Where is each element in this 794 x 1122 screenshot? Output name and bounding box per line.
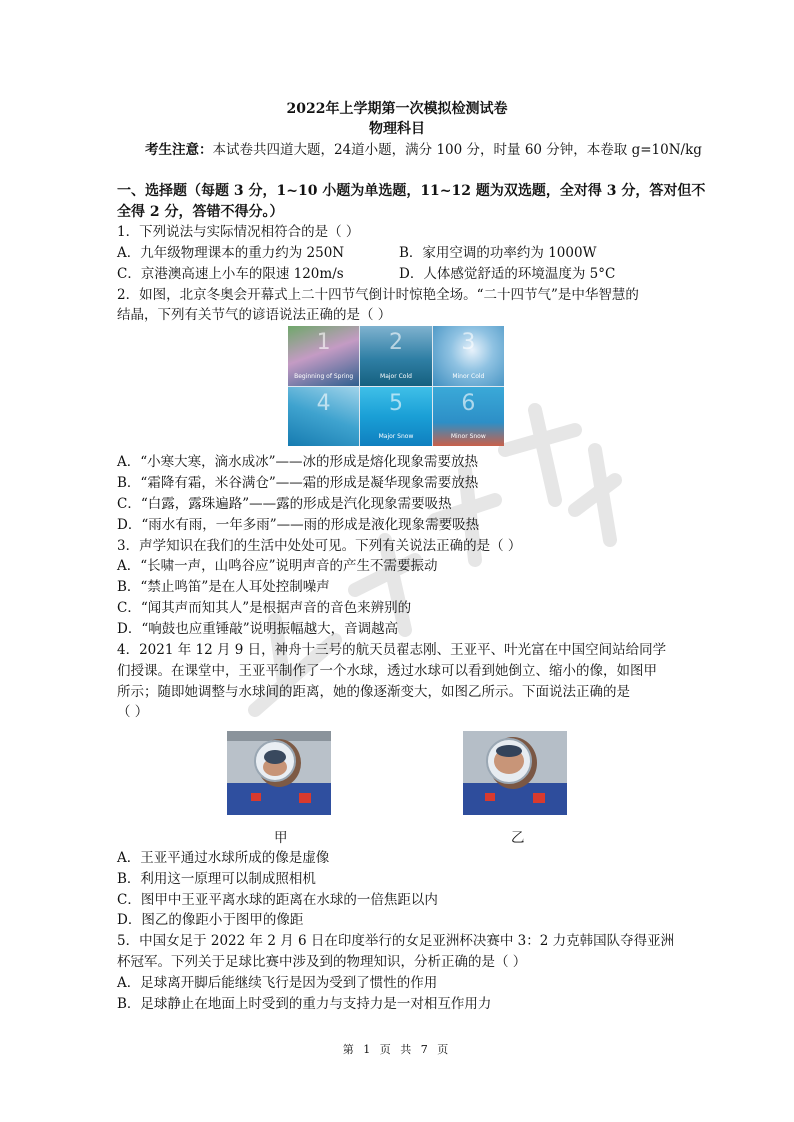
question-2-stem-line2: 结晶，下列有关节气的谚语说法正确的是（ ） xyxy=(117,307,392,323)
question-4-option-a: A．王亚平通过水球所成的像是虚像 xyxy=(117,850,330,866)
solar-terms-image xyxy=(288,326,504,446)
question-4-stem-line1: 4．2021 年 12 月 9 日，神舟十三号的航天员翟志刚、王亚平、叶光富在中国空间站给同学 xyxy=(117,642,667,658)
question-4-stem-line4: （ ） xyxy=(117,704,149,720)
question-1-option-c: C．京港澳高速上小车的限速 120m/s xyxy=(117,266,344,282)
tile-number: 3 xyxy=(461,330,476,355)
tile-caption: Minor Cold xyxy=(452,372,485,380)
exam-title: 2022年上学期第一次模拟检测试卷 xyxy=(286,101,508,117)
question-3-option-b: B．“禁止鸣笛”是在人耳处控制噪声 xyxy=(117,579,330,595)
question-4-option-c: C．图甲中王亚平离水球的距离在水球的一倍焦距以内 xyxy=(117,892,438,908)
question-1-option-d: D．人体感觉舒适的环境温度为 5°C xyxy=(399,266,616,282)
page-footer: 第 1 页 共 7 页 xyxy=(342,1043,452,1056)
question-1-option-b: B．家用空调的功率约为 1000W xyxy=(399,245,597,261)
solar-term-tile xyxy=(433,326,504,386)
tile-number: 2 xyxy=(388,330,403,355)
tile-number: 4 xyxy=(316,390,331,416)
question-3-option-d: D．“响鼓也应重锤敲”说明振幅越大，音调越高 xyxy=(117,621,399,637)
question-2-option-d: D．“雨水有雨，一年多雨”——雨的形成是液化现象需要吸热 xyxy=(117,517,480,533)
section1-heading-line2: 全得 2 分，答错不得分。） xyxy=(117,204,284,220)
question-2-stem-line1: 2．如图，北京冬奥会开幕式上二十四节气倒计时惊艳全场。“二十四节气”是中华智慧的 xyxy=(117,287,639,303)
exam-notice xyxy=(145,140,702,160)
exam-subject: 物理科目 xyxy=(369,121,425,137)
question-5-stem-line1: 5．中国女足于 2022 年 2 月 6 日在印度举行的女足亚洲杯决赛中 3：2 力克韩国队夺得亚洲 xyxy=(117,933,675,949)
photo-yi xyxy=(463,731,567,815)
question-5-option-b: B．足球静止在地面上时受到的重力与支持力是一对相互作用力 xyxy=(117,996,492,1012)
solar-term-tile xyxy=(288,387,359,447)
question-4-stem-line3: 所示；随即她调整与水球间的距离，她的像逐渐变大，如图乙所示。下面说法正确的是 xyxy=(117,684,630,700)
question-2-option-c: C．“白露，露珠遍路”——露的形成是汽化现象需要吸热 xyxy=(117,496,452,512)
question-3-stem: 3．声学知识在我们的生活中处处可见。下列有关说法正确的是（ ） xyxy=(117,538,522,554)
tile-caption: Major Cold xyxy=(380,372,412,380)
question-3-option-c: C．“闻其声而知其人”是根据声音的音色来辨别的 xyxy=(117,600,412,616)
photo-jia xyxy=(227,731,331,815)
notice-label: 考生注意： xyxy=(145,142,213,158)
tile-number: 1 xyxy=(316,330,331,355)
question-5-option-a: A．足球离开脚后能继续飞行是因为受到了惯性的作用 xyxy=(117,975,438,991)
solar-term-tile xyxy=(433,387,504,447)
tile-number: 5 xyxy=(388,390,403,416)
tile-caption: Minor Snow xyxy=(450,433,486,440)
question-3-option-a: A．“长啸一声，山鸣谷应”说明声音的产生不需要振动 xyxy=(117,558,438,574)
solar-term-tile xyxy=(360,326,431,386)
section1-heading-line1: 一、选择题（每题 3 分，1~10 小题为单选题，11~12 题为双选题，全对得 3 分，答对但不 xyxy=(117,183,706,199)
tile-caption: Major Snow xyxy=(378,433,414,440)
solar-term-tile xyxy=(288,326,359,386)
solar-term-tile xyxy=(360,387,431,447)
photo-label-jia: 甲 xyxy=(274,830,288,846)
question-4-option-b: B．利用这一原理可以制成照相机 xyxy=(117,871,316,887)
question-1-option-a: A．九年级物理课本的重力约为 250N xyxy=(117,245,345,261)
question-2-option-b: B．“霜降有霜，米谷满仓”——霜的形成是凝华现象需要放热 xyxy=(117,475,479,491)
question-1-stem: 1．下列说法与实际情况相符合的是（ ） xyxy=(117,224,360,240)
tile-number: 6 xyxy=(461,390,476,416)
question-4-option-d: D．图乙的像距小于图甲的像距 xyxy=(117,912,304,928)
photo-label-yi: 乙 xyxy=(511,830,525,846)
question-4-stem-line2: 们授课。在课堂中，王亚平制作了一个水球，透过水球可以看到她倒立、缩小的像，如图甲 xyxy=(117,663,657,679)
question-2-option-a: A．“小寒大寒，滴水成冰”——冰的形成是熔化现象需要放热 xyxy=(117,454,479,470)
question-5-stem-line2: 杯冠军。下列关于足球比赛中涉及到的物理知识，分析正确的是（ ） xyxy=(117,954,527,970)
notice-text: 本试卷共四道大题，24道小题，满分 100 分，时量 60 分钟，本卷取 g=10N/kg xyxy=(212,142,702,158)
tile-caption: Beginning of Spring xyxy=(294,372,354,380)
